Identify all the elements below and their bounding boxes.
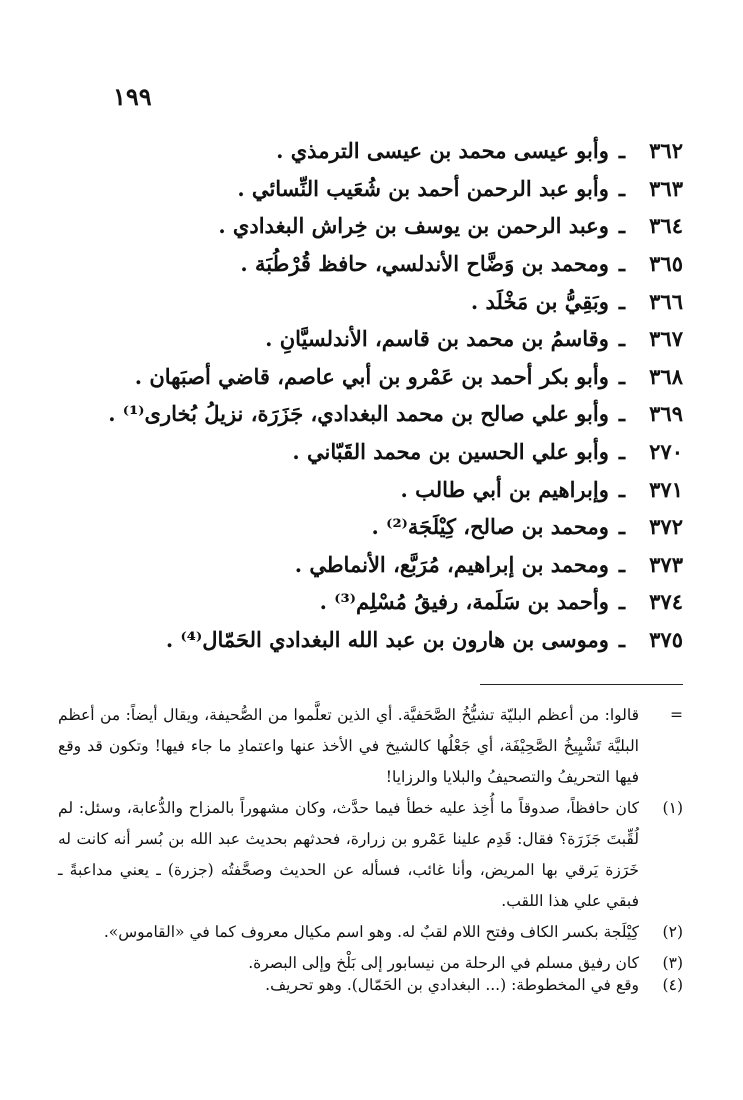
list-item [60, 170, 683, 208]
footnote-mark: = [670, 706, 683, 724]
entry-number: ٣٦٣ [649, 175, 683, 201]
entry-number: ٣٦٦ [649, 288, 683, 314]
list-item [60, 132, 683, 170]
list-item [60, 470, 683, 508]
footnote-text: كان حافظاً، صدوقاً ما أُخِذ عليه خطأ فيما حدَّث، وكان مشهوراً بالمزاح والدُّعابة، وسئل: لم لُقِّبتَ جَزَرَة؟ فقال: قَدِم علينا عَمْرو بن زرارة، فحدثهم بحديث عبد الله بن بُسر أنه كانت له خَرَزة يَرقي بها المريض، وأنا غائب، فسأله عن الحديث وصحَّفتُه (جزرة) ـ يعني مداعبةً ـ فبقي علي هذا اللقب. [58, 799, 639, 910]
entry-dash: ـ [618, 251, 625, 277]
entries-list [60, 132, 683, 658]
entry-text: وموسى بن هارون بن عبد الله البغدادي الحَمّال⁽⁴⁾ . [165, 627, 609, 653]
entry-text: وبَقِيُّ بن مَخْلَد . [470, 288, 609, 314]
entry-number: ٣٦٢ [649, 138, 683, 164]
entry-text: وأبو بكر أحمد بن عَمْرو بن أبي عاصم، قاضي أصبَهان . [134, 363, 609, 389]
entry-dash: ـ [618, 288, 625, 314]
entry-dash: ـ [618, 627, 625, 653]
entry-text: وقاسمُ بن محمد بن قاسم، الأندلسيَّانِ . [265, 326, 609, 352]
entry-number: ٣٦٨ [649, 363, 683, 389]
list-item [60, 320, 683, 358]
entry-number: ٣٧٢ [649, 514, 683, 540]
footnote-mark: (٤) [662, 976, 683, 994]
entry-number: ٢٧٠ [649, 439, 683, 465]
entry-number: ٣٧٣ [649, 551, 683, 577]
list-item [60, 583, 683, 621]
list-item [60, 245, 683, 283]
entry-number: ٣٦٧ [649, 326, 683, 352]
footnote-text: كان رفيق مسلم في الرحلة من نيسابور إلى بَلْخ وإلى البصرة. [248, 954, 639, 972]
entry-dash: ـ [618, 551, 625, 577]
page-number: ١٩٩ [113, 82, 152, 111]
entry-dash: ـ [618, 363, 625, 389]
footnote-mark: (٣) [662, 954, 683, 972]
entry-text: وأبو علي الحسين بن محمد القَبّاني . [292, 439, 609, 465]
footnote [58, 974, 683, 996]
entry-text: ومحمد بن وَضَّاح الأندلسي، حافظ قُرْطُبَة . [240, 251, 609, 277]
entry-text: وعبد الرحمن بن يوسف بن خِراش البغدادي . [218, 213, 609, 239]
footnote-mark: (٢) [662, 923, 683, 941]
footnote [58, 700, 683, 793]
footnote [58, 917, 683, 948]
entry-dash: ـ [618, 326, 625, 352]
entry-text: وأبو عبد الرحمن أحمد بن شُعَيب النِّسائي . [237, 175, 609, 201]
entry-dash: ـ [618, 589, 625, 615]
footnote [58, 793, 683, 917]
entry-text: وأبو علي صالح بن محمد البغدادي، جَزَرَة، نزيلُ بُخارى⁽¹⁾ . [108, 401, 609, 427]
footnote-text: كِيْلَجة بكسر الكاف وفتح اللام لقبٌ له. وهو اسم مكيال معروف كما في «القاموس». [103, 923, 639, 941]
list-item [60, 282, 683, 320]
entry-dash: ـ [618, 514, 625, 540]
footnote-text: قالوا: من أعظم البليّة تشيُّخُ الصَّحَفيَّة. أي الذين تعلَّموا من الصُّحيفة، ويقال أيضاً: من أعظم البليَّة تَشْيِيخُ الصَّحِيْفَة، أي جَعْلُها كالشيخ في الأخذ عنها واعتمادِ ما جاء فيها! وتكون قد وقع فيها التحريفُ والتصحيفُ والبلايا والرزايا! [58, 706, 639, 786]
entry-number: ٣٦٤ [649, 213, 683, 239]
entry-text: وإبراهيم بن أبي طالب . [400, 476, 609, 502]
entry-number: ٣٧٤ [649, 589, 683, 615]
entry-number: ٣٧٥ [649, 627, 683, 653]
list-item [60, 207, 683, 245]
entry-text: وأبو عيسى محمد بن عيسى الترمذي . [276, 138, 609, 164]
list-item [60, 546, 683, 584]
entry-dash: ـ [618, 439, 625, 465]
entry-text: ومحمد بن صالح، كِيْلَجَة⁽²⁾ . [371, 514, 609, 540]
entry-number: ٣٦٥ [649, 251, 683, 277]
list-item [60, 508, 683, 546]
footnotes [58, 700, 683, 996]
footnote-text: وقع في المخطوطة: (... البغدادي بن الحَمّال). وهو تحريف. [265, 976, 639, 994]
list-item [60, 395, 683, 433]
list-item [60, 358, 683, 396]
entry-text: وأحمد بن سَلَمة، رفيقُ مُسْلِم⁽³⁾ . [319, 589, 609, 615]
list-item [60, 621, 683, 659]
entry-dash: ـ [618, 401, 625, 427]
footnote [58, 952, 683, 974]
entry-number: ٣٧١ [649, 476, 683, 502]
entry-number: ٣٦٩ [649, 401, 683, 427]
list-item [60, 433, 683, 471]
entry-dash: ـ [618, 476, 625, 502]
entry-dash: ـ [618, 175, 625, 201]
entry-text: ومحمد بن إبراهيم، مُرَبَّع، الأنماطي . [294, 551, 609, 577]
footnote-mark: (١) [662, 799, 683, 817]
entry-dash: ـ [618, 213, 625, 239]
entry-dash: ـ [618, 138, 625, 164]
footnote-divider [480, 684, 683, 685]
